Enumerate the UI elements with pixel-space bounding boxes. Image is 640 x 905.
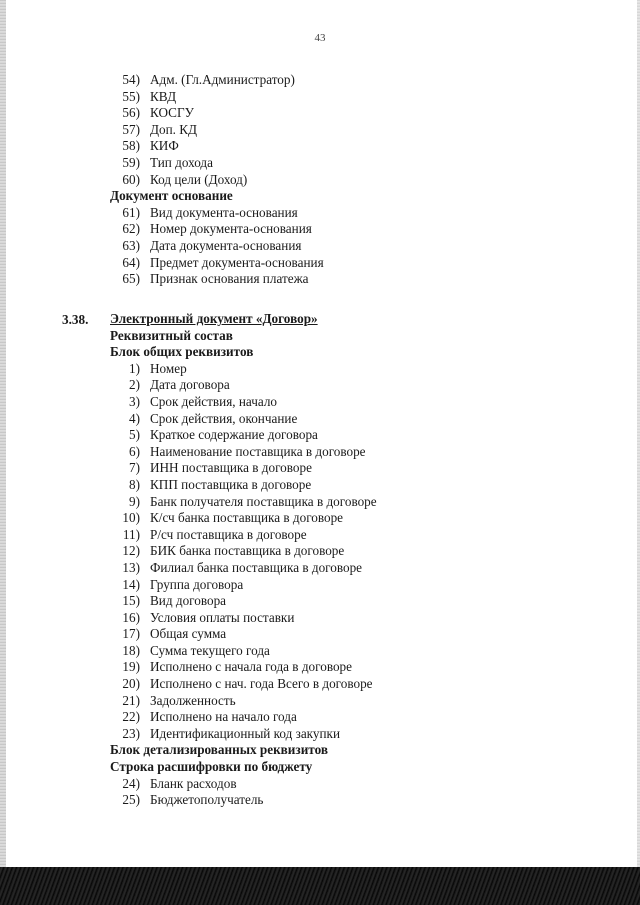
list-item: [110, 610, 580, 627]
list-item-number: 2): [129, 377, 140, 393]
list-item-number: 24): [122, 775, 140, 791]
list-item: [110, 427, 580, 444]
list-item: [110, 626, 580, 643]
list-item-text: Банк получателя поставщика в договоре: [150, 493, 377, 509]
list-item: [110, 271, 580, 288]
list-item: [110, 726, 580, 743]
list-item-number: 4): [129, 410, 140, 426]
list-item: [110, 643, 580, 660]
list-item-number: 55): [122, 88, 140, 104]
list-item-number: 21): [122, 692, 140, 708]
list-item-text: Задолженность: [150, 692, 236, 708]
list-item-text: Срок действия, начало: [150, 393, 278, 409]
list-item-text: Вид договора: [150, 593, 227, 609]
list-item-number: 14): [122, 576, 140, 592]
list-item-number: 17): [122, 626, 140, 642]
list-item: [110, 205, 580, 222]
list-item-number: 57): [122, 121, 140, 137]
list-item-number: 64): [122, 254, 140, 270]
list-item-text: Признак основания платежа: [150, 271, 309, 287]
list-item-number: 58): [122, 138, 140, 154]
list-item: [110, 577, 580, 594]
list-item-text: Филиал банка поставщика в договоре: [150, 559, 363, 575]
list-item: [110, 138, 580, 155]
list-item: [110, 676, 580, 693]
list-item-number: 1): [129, 360, 140, 376]
list-item-text: Исполнено с нач. года Всего в договоре: [150, 676, 373, 692]
list-item-text: Дата договора: [150, 377, 230, 393]
list-item: [110, 494, 580, 511]
list-item: [110, 221, 580, 238]
list-item: [110, 155, 580, 172]
list-item: [110, 122, 580, 139]
list-item-number: 13): [122, 559, 140, 575]
list-item-number: 25): [122, 792, 140, 808]
list-item-number: 18): [122, 642, 140, 658]
list-item: [110, 172, 580, 189]
list-item-number: 22): [122, 709, 140, 725]
list-item: [110, 693, 580, 710]
list-item-text: БИК банка поставщика в договоре: [150, 543, 345, 559]
list-item: [110, 105, 580, 122]
list-item-text: ИНН поставщика в договоре: [150, 460, 312, 476]
list-item-number: 23): [122, 725, 140, 741]
section-number: 3.38.: [62, 312, 89, 327]
list-item-number: 62): [122, 221, 140, 237]
list-item: [110, 361, 580, 378]
list-item: [110, 560, 580, 577]
list-item: [110, 593, 580, 610]
list-item-text: Дата документа-основания: [150, 237, 302, 253]
list-item-text: Предмет документа-основания: [150, 254, 324, 270]
list-item-text: Исполнено с начала года в договоре: [150, 659, 352, 675]
page-number: 43: [314, 32, 326, 44]
list-item-text: КВД: [150, 88, 177, 104]
list-item: [110, 792, 580, 809]
list-item: [110, 394, 580, 411]
list-item: [110, 477, 580, 494]
list-item-text: Доп. КД: [150, 121, 198, 137]
list-item-text: Вид документа-основания: [150, 204, 298, 220]
list-item-text: Краткое содержание договора: [150, 427, 318, 443]
list-item-number: 60): [122, 171, 140, 187]
list-item: [110, 238, 580, 255]
list-item-text: Общая сумма: [150, 626, 227, 642]
list-item-number: 19): [122, 659, 140, 675]
list-item-text: КИФ: [150, 138, 179, 154]
list-item-number: 9): [129, 493, 140, 509]
scan-left-edge: [0, 0, 6, 880]
list-item-text: Бюджетополучатель: [150, 792, 264, 808]
list-item: [110, 72, 580, 89]
list-item-number: 20): [122, 676, 140, 692]
list-item-number: 10): [122, 510, 140, 526]
list-item: [110, 543, 580, 560]
list-item: [110, 709, 580, 726]
list-item: [110, 444, 580, 461]
list-item-text: Тип дохода: [150, 154, 213, 170]
list-item: [110, 377, 580, 394]
list-item: [110, 89, 580, 106]
general-block-heading: Блок общих реквизитов: [110, 344, 254, 360]
list-item-number: 7): [129, 460, 140, 476]
list-item-text: Идентификационный код закупки: [150, 725, 341, 741]
top-list: [110, 72, 580, 288]
list-item-text: Номер документа-основания: [150, 221, 312, 237]
list-item-number: 11): [122, 526, 140, 542]
list-item-number: 61): [122, 204, 140, 220]
list-item: [110, 776, 580, 793]
list-item: [110, 527, 580, 544]
list-item: [110, 659, 580, 676]
list-item-number: 6): [129, 443, 140, 459]
list-item-text: Номер: [150, 360, 187, 376]
list-item-text: Бланк расходов: [150, 775, 237, 791]
detail-block-heading: Блок детализированных реквизитов: [110, 742, 328, 758]
section-list: [110, 311, 580, 809]
list-item-number: 3): [129, 393, 140, 409]
list-item-text: КПП поставщика в договоре: [150, 476, 312, 492]
list-item-number: 8): [129, 476, 140, 492]
budget-row-heading: Строка расшифровки по бюджету: [110, 759, 313, 775]
list-item-number: 12): [122, 543, 140, 559]
list-item-text: Срок действия, окончание: [150, 410, 298, 426]
section-title: Электронный документ «Договор»: [110, 311, 318, 326]
list-item-number: 15): [122, 593, 140, 609]
list-item-text: КОСГУ: [150, 105, 194, 121]
list-item-number: 16): [122, 609, 140, 625]
list-item: [110, 460, 580, 477]
composition-heading: Реквизитный состав: [110, 327, 233, 343]
list-item-number: 5): [129, 427, 140, 443]
list-item-text: Исполнено на начало года: [150, 709, 297, 725]
list-item-text: Группа договора: [150, 576, 244, 592]
list-item-number: 65): [122, 271, 140, 287]
list-item-text: Условия оплаты поставки: [150, 609, 295, 625]
list-item: [110, 510, 580, 527]
scan-bottom-band: [0, 867, 640, 905]
list-item-text: Адм. (Гл.Администратор): [150, 72, 295, 87]
list-item: [110, 411, 580, 428]
list-item-number: 63): [122, 237, 140, 253]
list-item-text: К/сч банка поставщика в договоре: [150, 510, 344, 526]
doc-basis-heading: Документ основание: [110, 188, 233, 204]
list-item: [110, 255, 580, 272]
list-item-text: Сумма текущего года: [150, 642, 270, 658]
list-item-text: Наименование поставщика в договоре: [150, 443, 366, 459]
list-item-number: 54): [122, 72, 140, 87]
list-item-number: 56): [122, 105, 140, 121]
list-item-text: Код цели (Доход): [150, 171, 248, 187]
list-item-number: 59): [122, 154, 140, 170]
list-item-text: Р/сч поставщика в договоре: [150, 526, 307, 542]
